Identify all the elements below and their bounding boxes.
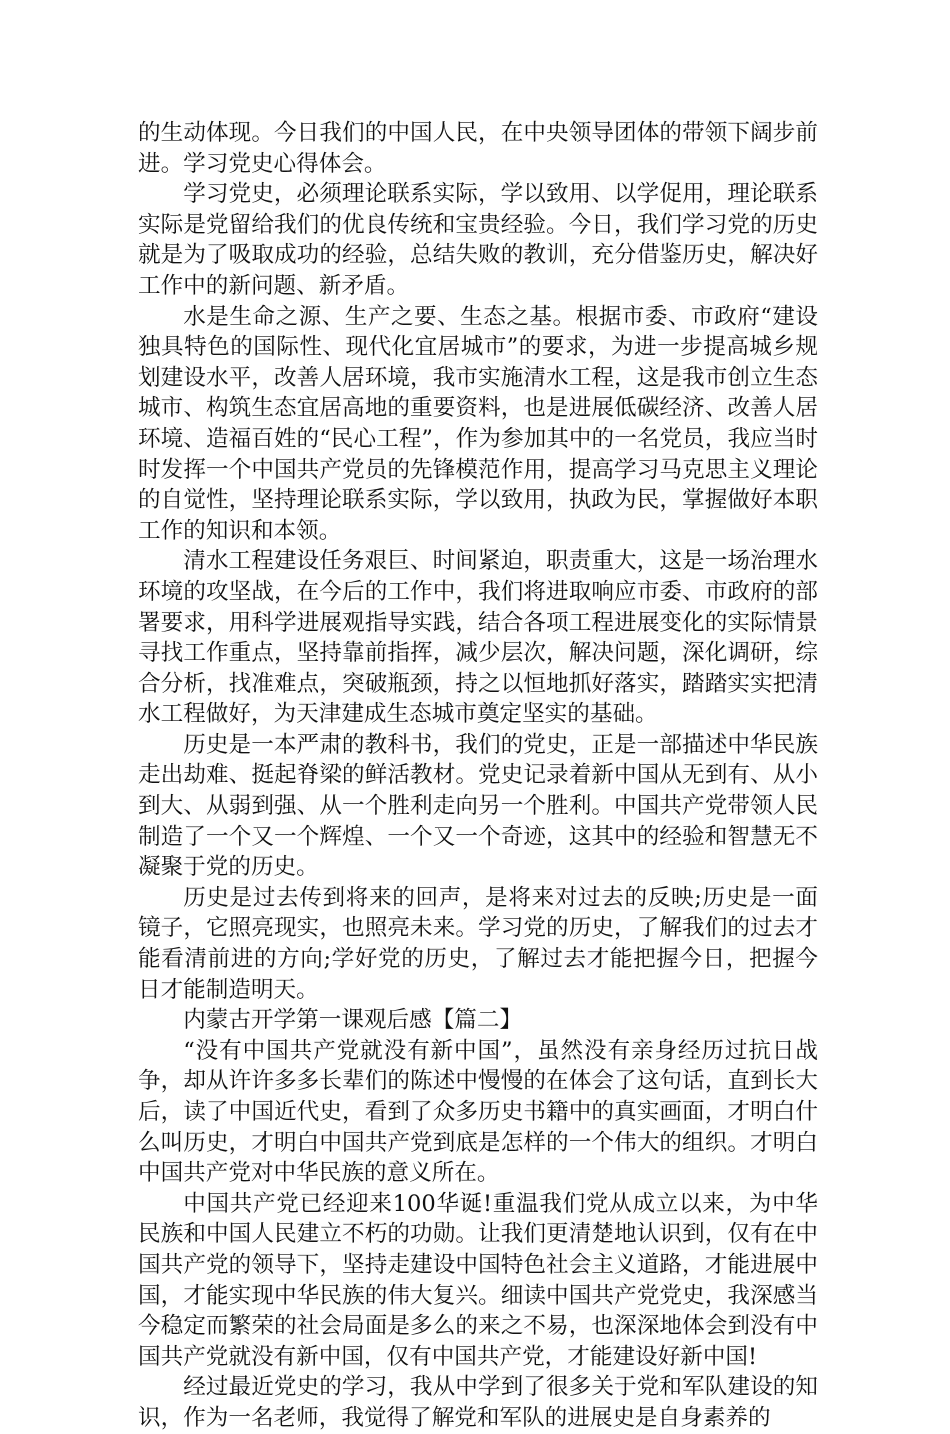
paragraph: 经过最近党史的学习，我从中学到了很多关于党和军队建设的知识，作为一名老师，我觉得了解党和军队的进展史是自身素养的	[138, 1374, 818, 1431]
paragraph: 中国共产党已经迎来100华诞!重温我们党从成立以来，为中华民族和中国人民建立不朽的功勋。让我们更清楚地认识到，仅有在中国共产党的领导下，坚持走建设中国特色社会主义道路，才能进展中国，才能实现中华民族的伟大复兴。细读中国共产党党史，我深感当今稳定而繁荣的社会局面是多么的来之不易，也深深地体会到没有中国共产党就没有新中国，仅有中国共产党，才能建设好新中国!	[138, 1190, 818, 1370]
document-page	[138, 118, 818, 1434]
paragraph: “没有中国共产党就没有新中国”，虽然没有亲身经历过抗日战争，却从许许多多长辈们的陈述中慢慢的在体会了这句话，直到长大后，读了中国近代史，看到了众多历史书籍中的真实画面，才明白什么叫历史，才明白中国共产党到底是怎样的一个伟大的组织。才明白中国共产党对中华民族的意义所在。	[138, 1037, 818, 1187]
paragraph: 的生动体现。今日我们的中国人民，在中央领导团体的带领下阔步前进。学习党史心得体会。	[138, 120, 818, 177]
paragraph: 水是生命之源、生产之要、生态之基。根据市委、市政府“建设独具特色的国际性、现代化宜居城市”的要求，为进一步提高城乡规划建设水平，改善人居环境，我市实施清水工程，这是我市创立生态城市、构筑生态宜居高地的重要资料，也是进展低碳经济、改善人居环境、造福百姓的“民心工程”，作为参加其中的一名党员，我应当时时发挥一个中国共产党员的先锋模范作用，提高学习马克思主义理论的自觉性，坚持理论联系实际，学以致用，执政为民，掌握做好本职工作的知识和本领。	[138, 303, 818, 544]
paragraph: 学习党史，必须理论联系实际，学以致用、以学促用，理论联系实际是党留给我们的优良传统和宝贵经验。今日，我们学习党的历史就是为了吸取成功的经验，总结失败的教训，充分借鉴历史，解决好工作中的新问题、新矛盾。	[138, 181, 818, 299]
paragraph: 清水工程建设任务艰巨、时间紧迫，职责重大，这是一场治理水环境的攻坚战，在今后的工作中，我们将进取响应市委、市政府的部署要求，用科学进展观指导实践，结合各项工程进展变化的实际情景寻找工作重点，坚持靠前指挥，减少层次，解决问题，深化调研，综合分析，找准难点，突破瓶颈，持之以恒地抓好落实，踏踏实实把清水工程做好，为天津建成生态城市奠定坚实的基础。	[138, 548, 818, 728]
paragraph: 历史是过去传到将来的回声，是将来对过去的反映;历史是一面镜子，它照亮现实，也照亮未来。学习党的历史，了解我们的过去才能看清前进的方向;学好党的历史，了解过去才能把握今日，把握今日才能制造明天。	[138, 884, 818, 1003]
paragraph: 历史是一本严肃的教科书，我们的党史，正是一部描述中华民族走出劫难、挺起脊梁的鲜活教材。党史记录着新中国从无到有、从小到大、从弱到强、从一个胜利走向另一个胜利。中国共产党带领人民制造了一个又一个辉煌、一个又一个奇迹，这其中的经验和智慧无不凝聚于党的历史。	[138, 731, 818, 881]
section-heading: 内蒙古开学第一课观后感【篇二】	[183, 1007, 523, 1034]
